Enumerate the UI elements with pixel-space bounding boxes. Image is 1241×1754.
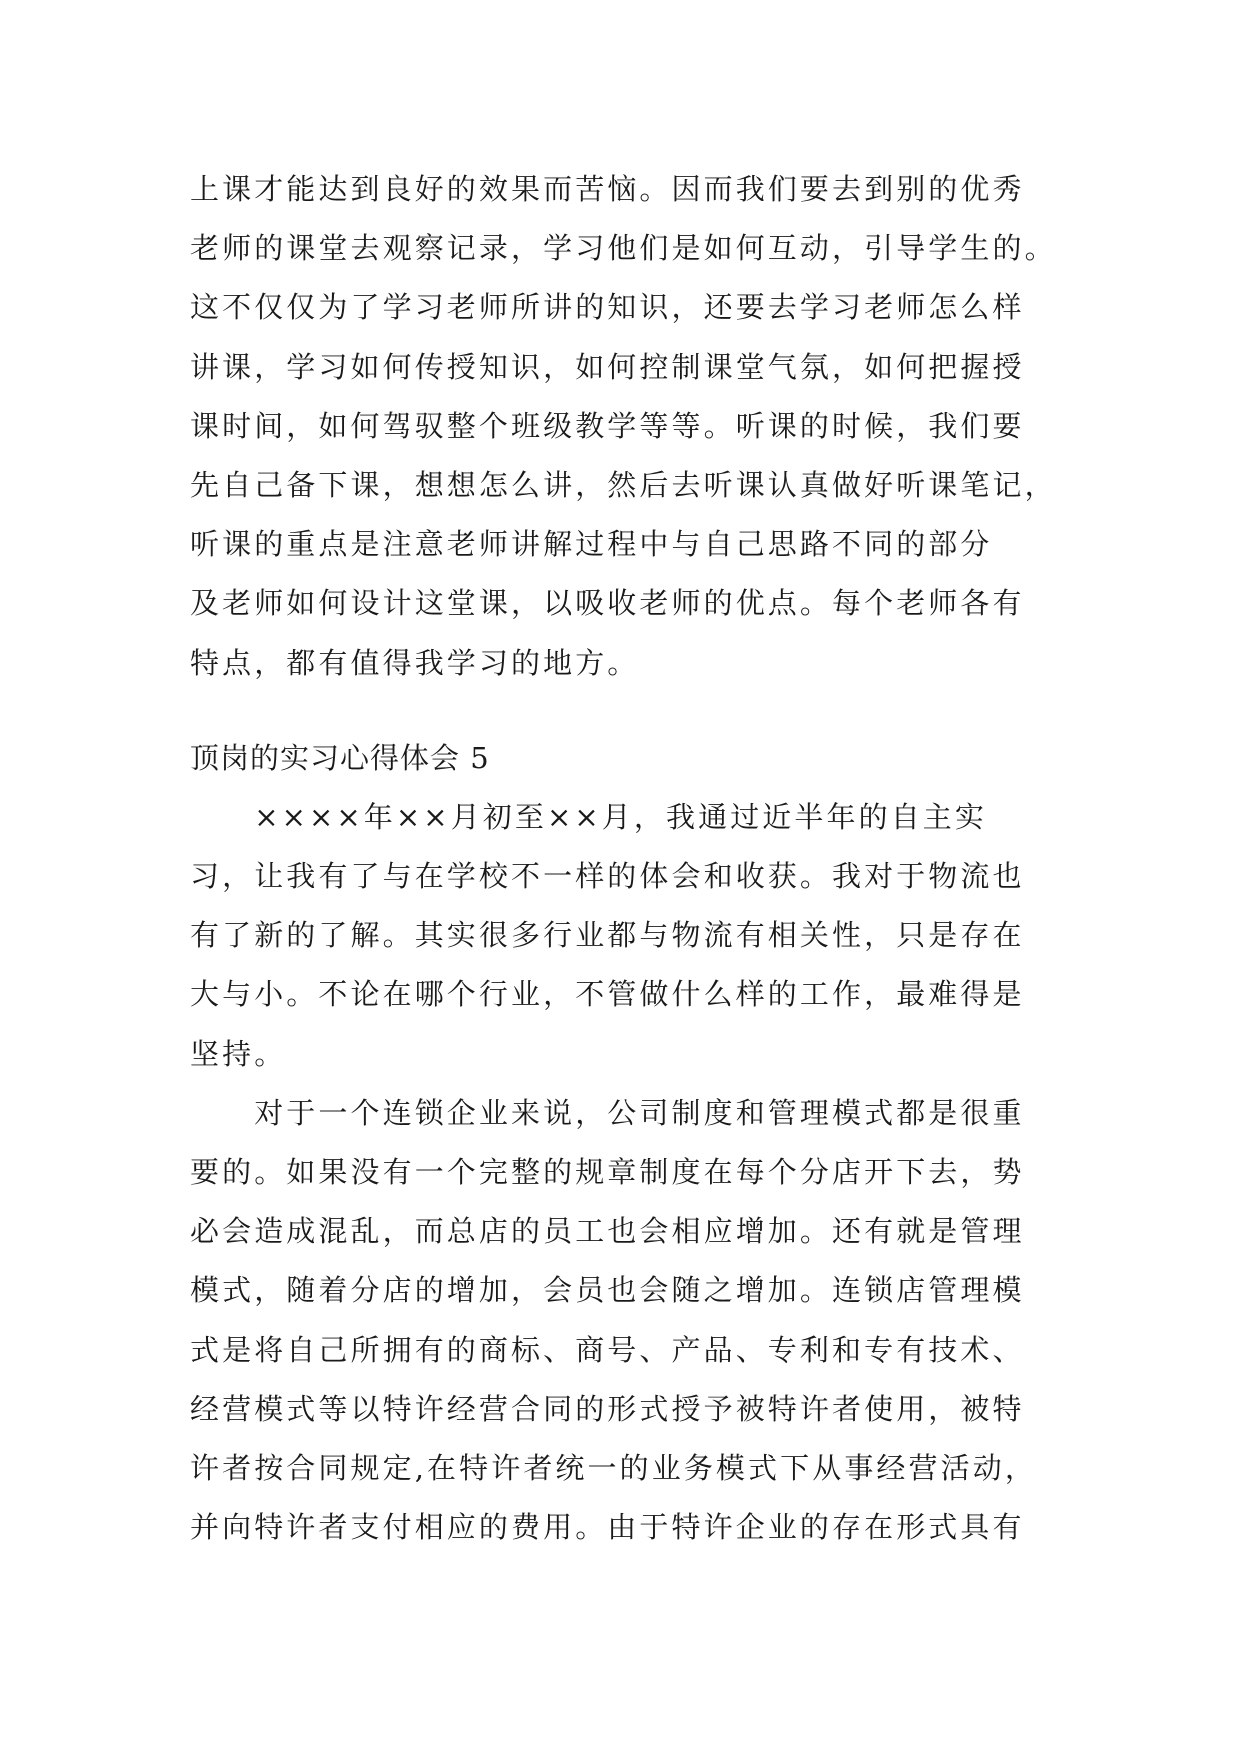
text-line: 经营模式等以特许经营合同的形式授予被特许者使用，被特 xyxy=(190,1391,1025,1426)
text-line: 特点，都有值得我学习的地方。 xyxy=(190,645,640,680)
text-line: 坚持。 xyxy=(190,1036,287,1071)
text-line: 式是将自己所拥有的商标、商号、产品、专利和专有技术、 xyxy=(190,1332,1025,1367)
text-line: 大与小。不论在哪个行业，不管做什么样的工作，最难得是 xyxy=(190,977,1025,1012)
text-line: 课时间，如何驾驭整个班级教学等等。听课的时候，我们要 xyxy=(190,408,1025,443)
text-line: 许者按合同规定,在特许者统一的业务模式下从事经营活动， xyxy=(190,1450,1037,1485)
text-line: 这不仅仅为了学习老师所讲的知识，还要去学习老师怎么样 xyxy=(190,290,1025,325)
text-line: 并向特许者支付相应的费用。由于特许企业的存在形式具有 xyxy=(190,1510,1025,1545)
text-line: 模式，随着分店的增加，会员也会随之增加。连锁店管理模 xyxy=(190,1273,1025,1308)
text-line: 有了新的了解。其实很多行业都与物流有相关性，只是存在 xyxy=(190,918,1025,953)
text-line: 老师的课堂去观察记录，学习他们是如何互动，引导学生的。 xyxy=(190,231,1057,266)
section-gap xyxy=(190,693,1060,729)
text-line: 要的。如果没有一个完整的规章制度在每个分店开下去，势 xyxy=(190,1155,1025,1189)
paragraph-1 xyxy=(190,788,1060,1084)
text-line: 听课的重点是注意老师讲解过程中与自己思路不同的部分 xyxy=(190,527,993,562)
text-line: 讲课，学习如何传授知识，如何控制课堂气氛，如何把握授 xyxy=(190,349,1025,384)
text-line: 必会造成混乱，而总店的员工也会相应增加。还有就是管理 xyxy=(190,1214,1025,1249)
paragraph-2 xyxy=(190,1084,1060,1558)
text-line: 习，让我有了与在学校不一样的体会和收获。我对于物流也 xyxy=(190,859,1025,894)
text-line: 先自己备下课，想想怎么讲，然后去听课认真做好听课笔记， xyxy=(190,467,1057,502)
text-line: 上课才能达到良好的效果而苦恼。因而我们要去到别的优秀 xyxy=(190,172,1025,206)
text-line: 对于一个连锁企业来说，公司制度和管理模式都是很重 xyxy=(190,1095,1025,1130)
paragraph-continued xyxy=(190,160,1060,693)
text-line: 及老师如何设计这堂课，以吸收老师的优点。每个老师各有 xyxy=(190,586,1025,621)
section-title: 顶岗的实习心得体会 5 xyxy=(190,740,490,775)
document-body xyxy=(190,160,1060,1557)
text-line: ××××年××月初至××月，我通过近半年的自主实 xyxy=(190,799,987,834)
